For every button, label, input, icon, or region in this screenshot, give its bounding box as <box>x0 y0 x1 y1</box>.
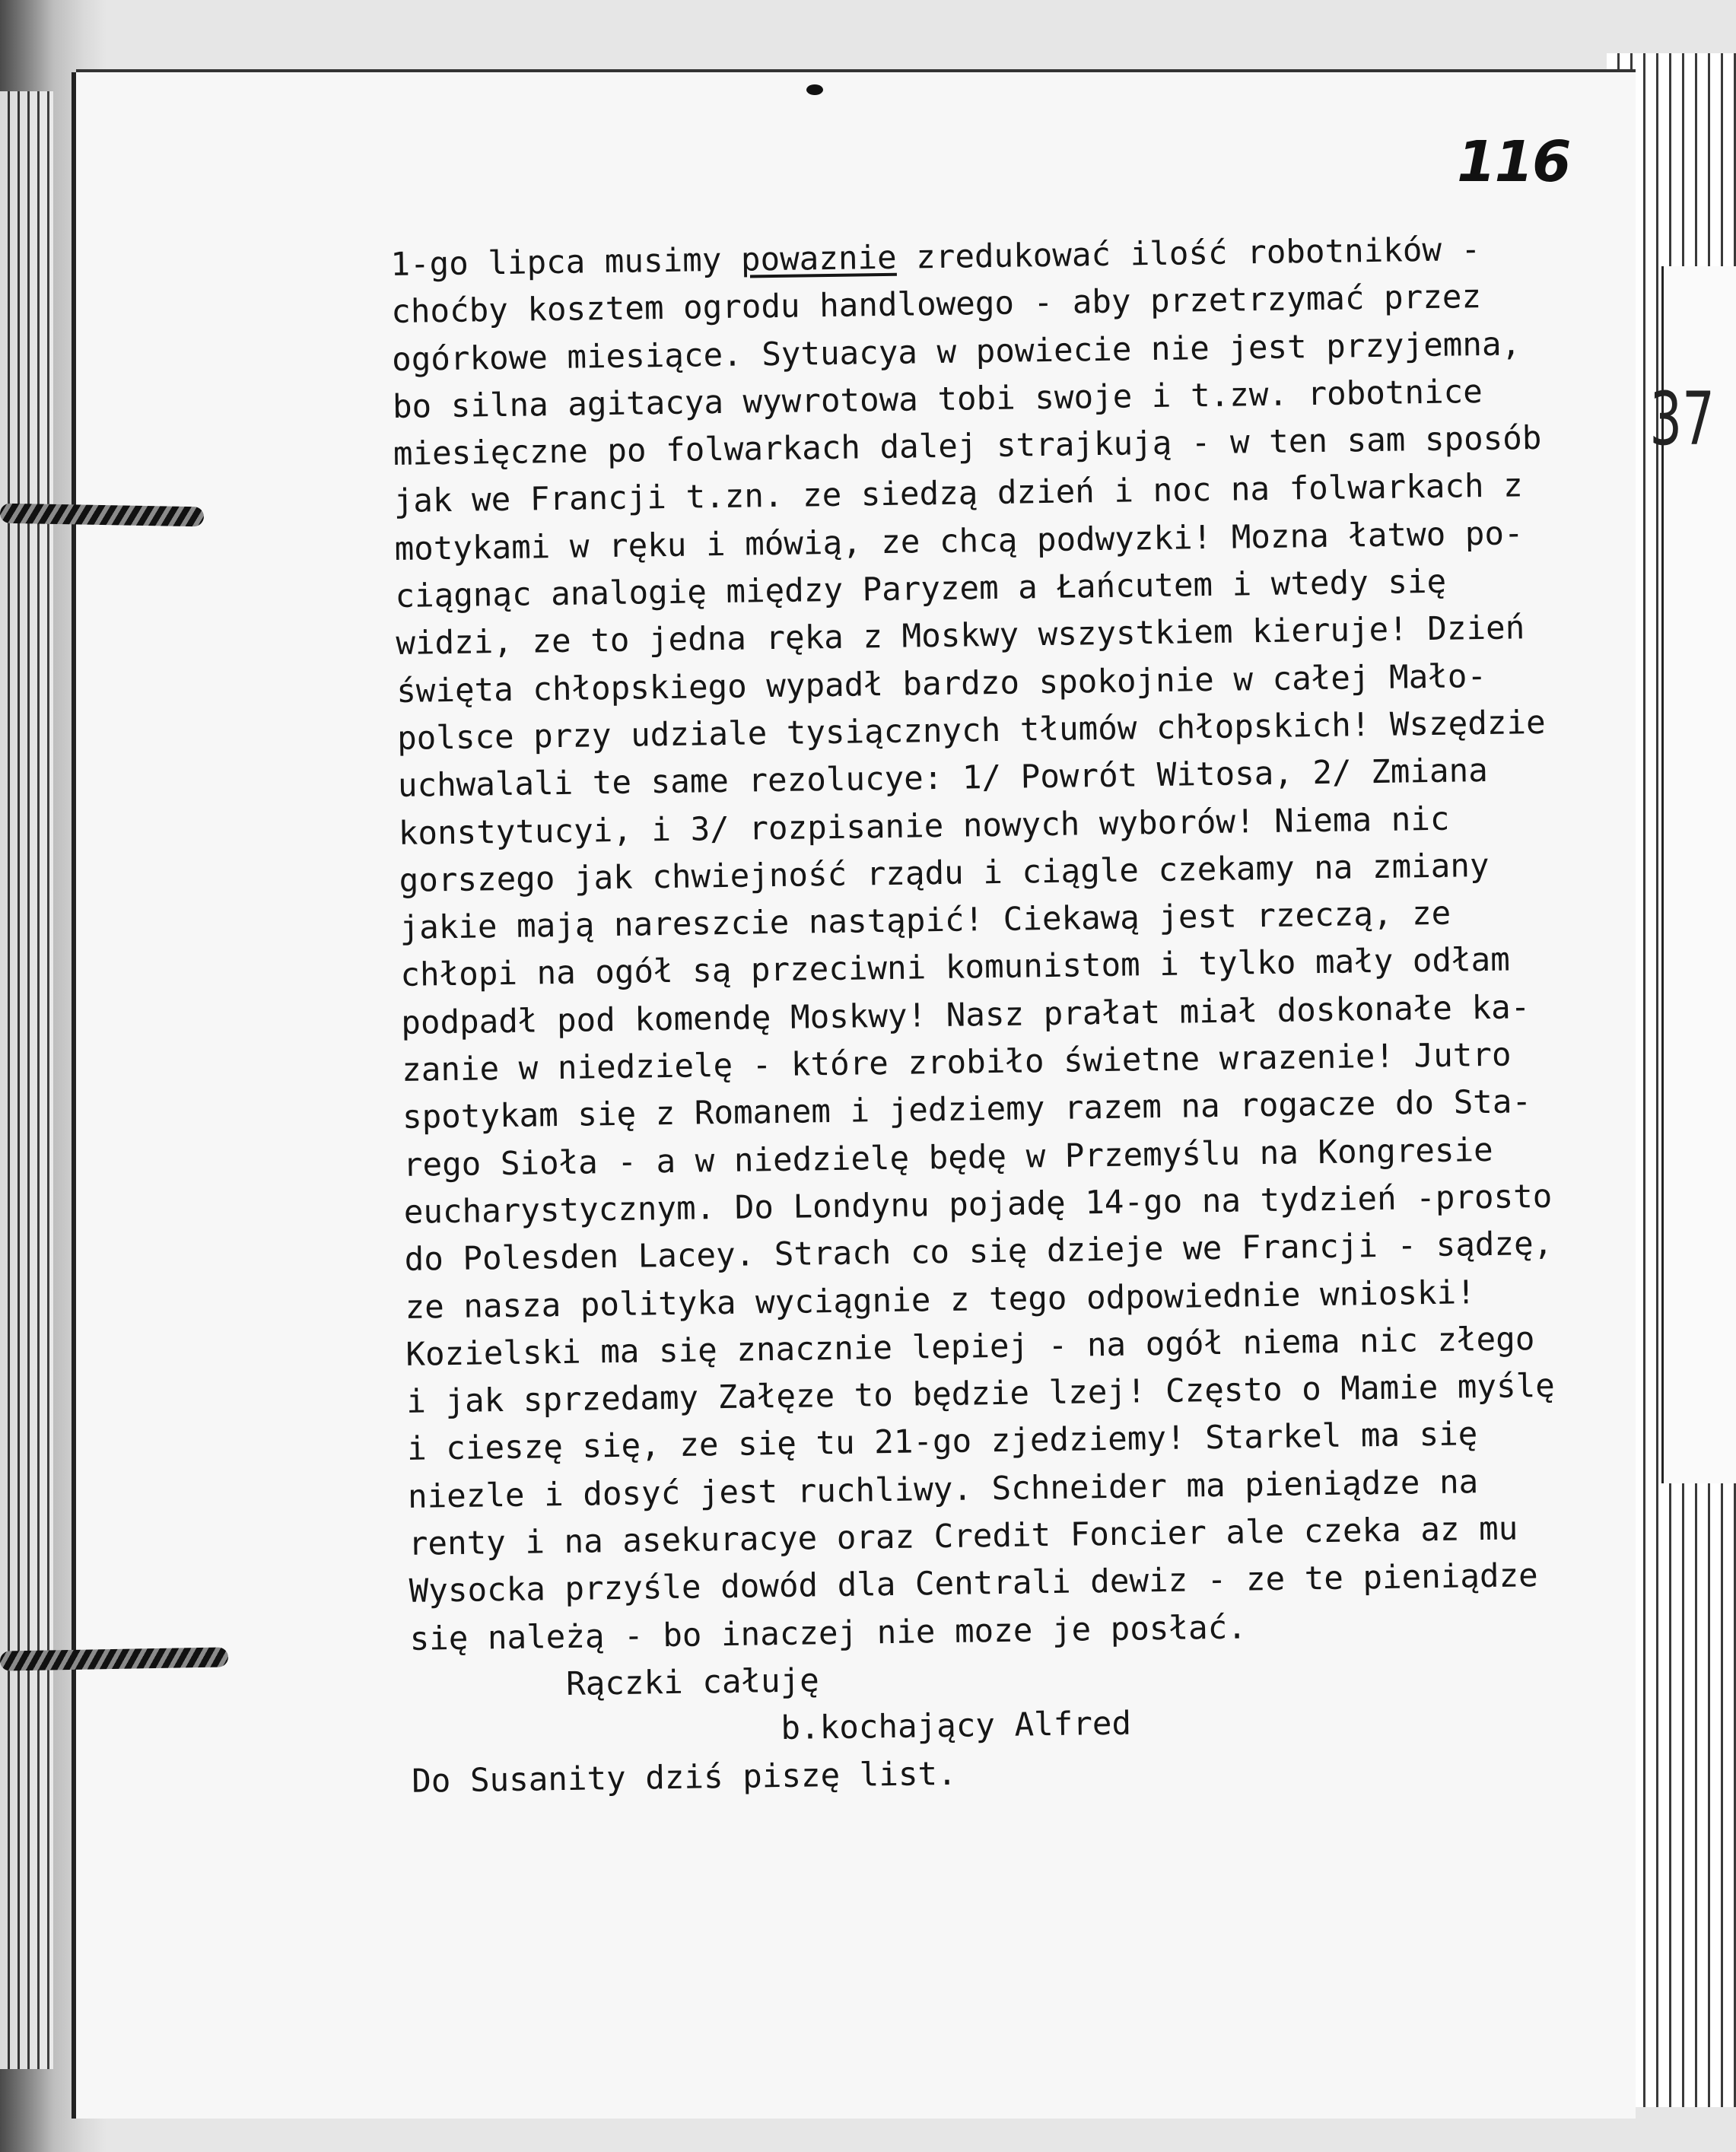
line-text: podpadł pod komendę Moskwy! Nasz prałat miał doskonałe ka- <box>401 988 1531 1042</box>
line-text: i jak sprzedamy Załęze to będzie lzej! Często o Mamie myślę <box>405 1367 1556 1421</box>
line-text: Wysocka przyśle dowód dla Centrali dewiz - ze te pieniądze <box>409 1557 1539 1611</box>
line-text: widzi, ze to jedna ręka z Moskwy wszystkiem kieruje! Dzień <box>396 609 1525 663</box>
handwritten-folio-number: 116 <box>1457 129 1570 195</box>
line-text: się należą - bo inaczej nie moze je posłać. <box>409 1609 1248 1658</box>
line-text: zredukować ilość robotników - <box>896 230 1481 277</box>
line-text: miesięczne po folwarkach dalej strajkują - w ten sam sposób <box>393 420 1542 474</box>
line-text: 1-go lipca musimy <box>390 241 742 284</box>
line-text: niezle i dosyć jest ruchliwy. Schneider ma pieniądze na <box>407 1463 1479 1516</box>
line-text: konstytucyi, i 3/ rozpisanie nowych wyborów! Niema nic <box>398 800 1450 853</box>
line-text: choćby kosztem ogrodu handlowego - aby przetrzymać przez <box>390 278 1482 332</box>
line-text: do Polesden Lacey. Strach co się dzieje we Francji - sądzę, <box>404 1225 1553 1279</box>
line-text: gorszego jak chwiejność rządu i ciągle czekamy na zmiany <box>399 847 1490 900</box>
line-text: i cieszę się, ze się tu 21-go zjedziemy! Starkel ma się <box>406 1416 1478 1469</box>
binding-string-top <box>0 504 204 527</box>
postscript: Do Susanity dziś piszę list. <box>411 1755 957 1801</box>
line-text: jak we Francji t.zn. ze siedzą dzień i noc na folwarkach z <box>393 467 1524 521</box>
line-text: polsce przy udziale tysiącznych tłumów chłopskich! Wszędzie <box>396 704 1546 758</box>
line-text: spotykam się z Romanem i jedziemy razem na rogacze do Sta- <box>402 1083 1532 1137</box>
underlined-word: powaznie <box>740 239 897 279</box>
binding-string-bottom <box>0 1647 228 1670</box>
line-text: rego Sioła - a w niedzielę będę w Przemyślu na Kongresie <box>402 1131 1494 1184</box>
line-text: chłopi na ogół są przeciwni komunistom i tylko mały odłam <box>400 941 1511 995</box>
line-text: bo silna agitacya wywrotowa tobi swoje i t.zw. robotnice <box>392 373 1483 426</box>
line-text: renty i na asekuracye oraz Credit Foncier ale czeka az mu <box>408 1510 1518 1563</box>
line-text: ciągnąc analogię między Paryzem a Łańcutem i wtedy się <box>395 563 1447 616</box>
edge-page-number-fragment: 37 <box>1649 377 1715 462</box>
closing-signature: b.kochający Alfred <box>781 1705 1132 1748</box>
line-text: motykami w ręku i mówią, ze chcą podwyzki! Mozna łatwo po- <box>394 515 1524 568</box>
indent <box>410 1666 566 1705</box>
line-text: ze nasza polityka wyciągnie z tego odpowiednie wnioski! <box>405 1273 1477 1327</box>
line-text: eucharystycznym. Do Londynu pojadę 14-go na tydzień -prosto <box>403 1178 1553 1232</box>
line-text: zanie w niedzielę - które zrobiło świetne wrazenie! Jutro <box>401 1036 1512 1089</box>
line-text: jakie mają nareszcie nastąpić! Ciekawą jest rzeczą, ze <box>399 895 1451 948</box>
line-text: Kozielski ma się znacznie lepiej - na ogół niema nic złego <box>405 1320 1535 1374</box>
letter-body <box>390 226 1560 1806</box>
ink-speck <box>806 84 823 95</box>
line-text: uchwalali te same rezolucye: 1/ Powrót Witosa, 2/ Zmiana <box>397 752 1489 806</box>
closing-salutation: Rączki całuję <box>565 1662 820 1703</box>
line-text: święta chłopskiego wypadł bardzo spokojnie w całej Mało- <box>396 657 1487 710</box>
indent <box>411 1710 781 1753</box>
binder-left-page-edges <box>0 91 53 2069</box>
line-text: ogórkowe miesiące. Sytuacya w powiecie nie jest przyjemna, <box>391 325 1521 379</box>
